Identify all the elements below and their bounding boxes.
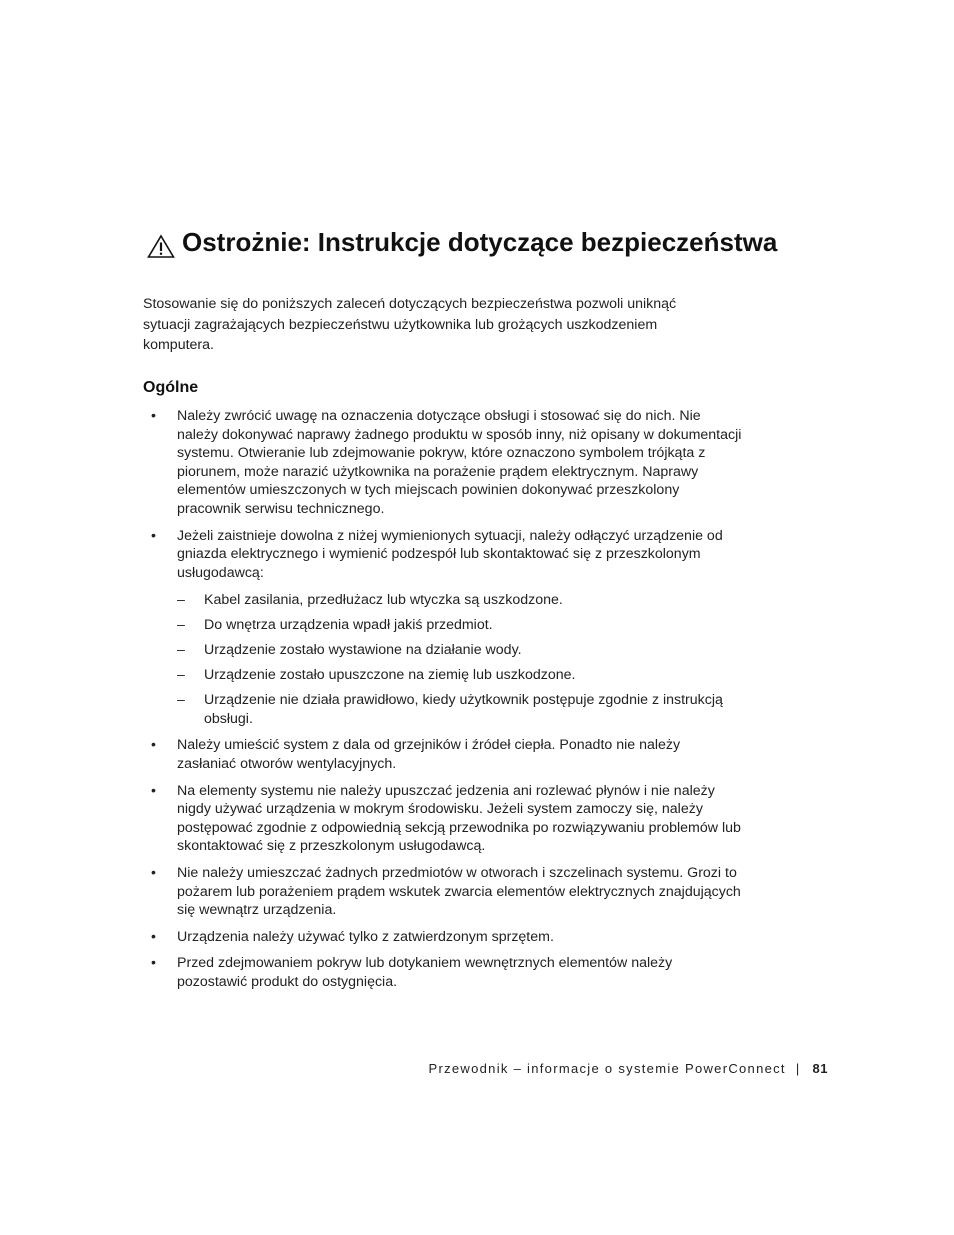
bullet-marker: •: [151, 527, 156, 544]
bullet-marker: •: [151, 928, 156, 945]
sub-list-item-text: Urządzenie zostało wystawione na działanie wody.: [204, 642, 522, 659]
footer-title: Przewodnik – informacje o systemie PowerConnect: [428, 1061, 786, 1076]
list-item: [143, 527, 743, 729]
list-item: [143, 407, 743, 519]
sub-list-item-text: Kabel zasilania, przedłużacz lub wtyczka są uszkodzone.: [204, 592, 563, 609]
sub-list: [177, 591, 743, 728]
bullet-marker: •: [151, 865, 156, 882]
list-item: [143, 864, 743, 920]
dash-marker: –: [177, 667, 185, 684]
list-item-text: Przed zdejmowaniem pokryw lub dotykaniem wewnętrznych elementów należy pozostawić produkt do ostygnięcia.: [177, 955, 673, 990]
sub-list-item: [177, 666, 743, 685]
sub-list-item-text: Urządzenie zostało upuszczone na ziemię lub uszkodzone.: [204, 667, 576, 684]
page-footer: [429, 1061, 829, 1076]
warning-triangle-icon: [147, 234, 175, 259]
list-item: [143, 736, 743, 773]
list-item-text: Należy umieścić system z dala od grzejników i źródeł ciepła. Ponadto nie należy zasłaniać otworów wentylacyjnych.: [177, 737, 681, 773]
sub-list-item: [177, 591, 743, 610]
sub-list-item: [177, 691, 743, 728]
bullet-marker: •: [151, 782, 156, 799]
sub-list-item-text: Urządzenie nie działa prawidłowo, kiedy użytkownik postępuje zgodnie z instrukcją obsługi.: [204, 692, 723, 727]
list-item: [143, 928, 743, 947]
dash-marker: –: [177, 617, 185, 634]
list-item-text: Należy zwrócić uwagę na oznaczenia dotyczące obsługi i stosować się do nich. Nie należy dokonywać naprawy żadnego produktu w sposób inny, niż opisany w dokumentacji systemu. Otwieranie lub zdejmowanie pokryw, które oznaczono symbolem trójkąta z piorunem, może narazić użytkownika na porażenie prądem elektrycznym. Naprawy elementów umieszczonych w tych miejscach powinien dokonywać przeszkolony pracownik serwisu technicznego.: [177, 408, 742, 517]
bullet-marker: •: [151, 408, 156, 424]
dash-marker: –: [177, 592, 185, 609]
list-item-text: Jeżeli zaistnieje dowolna z niżej wymienionych sytuacji, należy odłączyć urządzenie od gniazda elektrycznego i wymienić podzespół lub skontaktować się z przeszkolonym usługodawcą:: [177, 527, 723, 581]
list-item: [143, 782, 743, 856]
page-title: Ostrożnie: Instrukcje dotyczące bezpieczeństwa: [182, 227, 778, 257]
sub-list-item: [177, 616, 743, 635]
list-item-text: Nie należy umieszczać żadnych przedmiotów w otworach i szczelinach systemu. Grozi to pożarem lub porażeniem prądem wskutek zwarcia elementów elektrycznych znajdujących się wewnątrz urządzenia.: [177, 865, 741, 919]
list-item-text: Urządzenia należy używać tylko z zatwierdzonym sprzętem.: [177, 928, 554, 945]
dash-marker: –: [177, 692, 185, 709]
bullet-marker: •: [151, 737, 156, 754]
sub-list-item: [177, 641, 743, 660]
list-item-text: Na elementy systemu nie należy upuszczać jedzenia ani rozlewać płynów i nie należy nigdy używać urządzenia w mokrym środowisku. Jeżeli system zamoczy się, należy postępować zgodnie z odpowiednią sekcją przewodnika po rozwiązywaniu problemów lub skontaktować się z przeszkolonym usługodawcą.: [177, 782, 741, 855]
safety-rules-list: [143, 407, 743, 1000]
page-number: 81: [812, 1061, 828, 1076]
dash-marker: –: [177, 642, 185, 659]
section-heading: Ogólne: [143, 379, 199, 396]
sub-list-item-text: Do wnętrza urządzenia wpadł jakiś przedmiot.: [204, 617, 493, 634]
list-item: [143, 954, 743, 991]
bullet-marker: •: [151, 955, 156, 972]
footer-separator: |: [795, 1061, 801, 1076]
intro-paragraph: Stosowanie się do poniższych zaleceń dotyczących bezpieczeństwa pozwoli uniknąć sytuacji zagrażających bezpieczeństwu użytkownika lub grożących uszkodzeniem komputera.: [143, 296, 677, 353]
